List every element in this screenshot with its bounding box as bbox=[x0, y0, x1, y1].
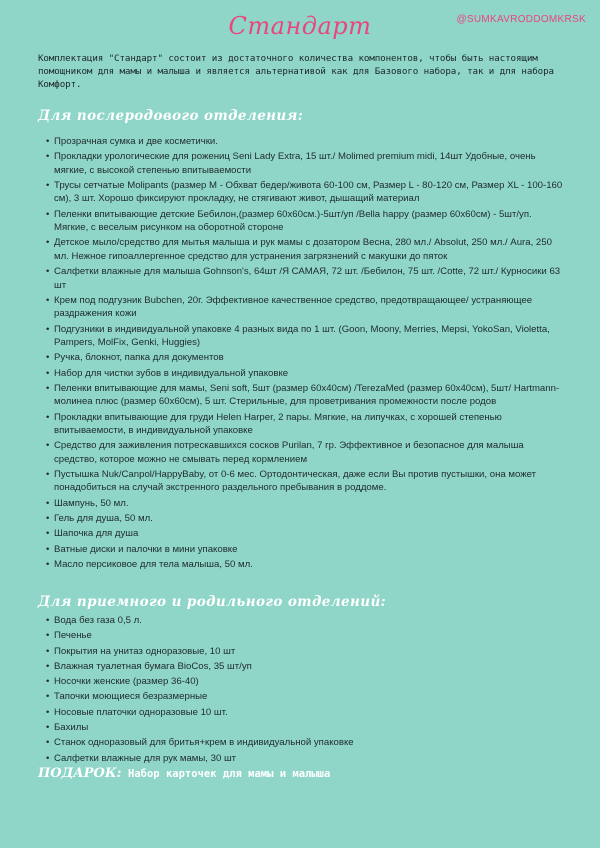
list-item: • Станок одноразовый для бритья+крем в индивидуальной упаковке bbox=[46, 736, 566, 749]
admission-items-list bbox=[46, 614, 566, 767]
list-item: • Бахилы bbox=[46, 721, 566, 734]
gift-label: ПОДАРОК: bbox=[38, 766, 122, 781]
list-item: • Покрытия на унитаз одноразовые, 10 шт bbox=[46, 645, 566, 658]
list-item: • Салфетки влажные для малыша Gohnson's, 64шт /Я САМАЯ, 72 шт. /Бебилон, 75 шт. /Cotte, 72 шт./ Курносики 63 шт bbox=[46, 265, 566, 292]
list-item: • Печенье bbox=[46, 629, 566, 642]
gift-text: Набор карточек для мамы и малыша bbox=[128, 768, 331, 780]
section-heading-postnatal: Для послеродового отделения: bbox=[38, 108, 304, 124]
intro-paragraph: Комплектация "Стандарт" состоит из достаточного количества компонентов, чтобы быть настоящим помощником для мамы и малыша и является альтернативой как для Базового набора, так и для набора Комфорт. bbox=[38, 53, 554, 90]
list-item: • Прозрачная сумка и две косметички. bbox=[46, 135, 566, 148]
section-heading-admission: Для приемного и родильного отделений: bbox=[38, 594, 387, 610]
instagram-handle: @SUMKAVRODDOMKRSK bbox=[456, 14, 586, 25]
list-item: • Носовые платочки одноразовые 10 шт. bbox=[46, 706, 566, 719]
list-item: • Ватные диски и палочки в мини упаковке bbox=[46, 543, 566, 556]
postnatal-items-list bbox=[46, 135, 566, 573]
list-item: • Гель для душа, 50 мл. bbox=[46, 512, 566, 525]
page-title: Стандарт bbox=[228, 12, 372, 40]
list-item: • Пеленки впитывающие для мамы, Seni soft, 5шт (размер 60х40см) /TerezaMed (размер 60х40см), 5шт/ Hartmann-молинеа плюс (размер 60х60см), 5 шт. Стерильные, для проветривания промежности после родов bbox=[46, 382, 566, 409]
list-item: • Ручка, блокнот, папка для документов bbox=[46, 351, 566, 364]
list-item: • Детское мыло/средство для мытья малыша и рук мамы с дозатором Весна, 280 мл./ Absolut, 250 мл./ Aura, 250 мл. Нежное гипоаллергенное средство для устранения загрязнений с макушки до пяток bbox=[46, 236, 566, 263]
list-item: • Вода без газа 0,5 л. bbox=[46, 614, 566, 627]
list-item: • Тапочки моющиеся безразмерные bbox=[46, 690, 566, 703]
list-item: • Масло персиковое для тела малыша, 50 мл. bbox=[46, 558, 566, 571]
list-item: • Шапочка для душа bbox=[46, 527, 566, 540]
list-item: • Прокладки урологические для рожениц Seni Lady Extra, 15 шт./ Molimed premium midi, 14шт Удобные, очень мягкие, с высокой степенью впитываемости bbox=[46, 150, 566, 177]
list-item: • Трусы сетчатые Molipants (размер M - Обхват бедер/живота 60-100 см, Размер L - 80-120 см, Размер XL - 100-160 см), 3 шт. Хорошо фиксируют прокладку, не стягивают живот, дышащий материал bbox=[46, 179, 566, 206]
list-item: • Подгузники в индивидуальной упаковке 4 разных вида по 1 шт. (Goon, Moony, Merries, Mepsi, YokoSan, Violetta, Pampers, MolFix, Genki, Huggies) bbox=[46, 323, 566, 350]
list-item: • Крем под подгузник Bubchen, 20г. Эффективное качественное средство, предотвращающее/ устраняющее раздражения кожи bbox=[46, 294, 566, 321]
list-item: • Салфетки влажные для рук мамы, 30 шт bbox=[46, 752, 566, 765]
gift-line bbox=[38, 766, 330, 781]
list-item: • Пустышка Nuk/Canpol/HappyBaby, от 0-6 мес. Ортодонтическая, даже если Вы против пустышки, она может понадобиться на случай экстренного раздельного пребывания в роддоме. bbox=[46, 468, 566, 495]
list-item: • Пеленки впитывающие детские Бебилон,(размер 60х60см.)-5шт/уп /Bella happy (размер 60х60см) - 5шт/уп. Мягкие, с веселым рисунком на оборотной стороне bbox=[46, 208, 566, 235]
list-item: • Носочки женские (размер 36-40) bbox=[46, 675, 566, 688]
list-item: • Влажная туалетная бумага BioCos, 35 шт/уп bbox=[46, 660, 566, 673]
list-item: • Набор для чистки зубов в индивидуальной упаковке bbox=[46, 367, 566, 380]
list-item: • Средство для заживления потрескавшихся сосков Purilan, 7 гр. Эффективное и безопасное для малыша средство, которое можно не смывать перед кормлением bbox=[46, 439, 566, 466]
list-item: • Шампунь, 50 мл. bbox=[46, 497, 566, 510]
list-item: • Прокладки впитывающие для груди Helen Harper, 2 пары. Мягкие, на липучках, с хорошей степенью впитываемости, в индивидуальной упаковке bbox=[46, 411, 566, 438]
